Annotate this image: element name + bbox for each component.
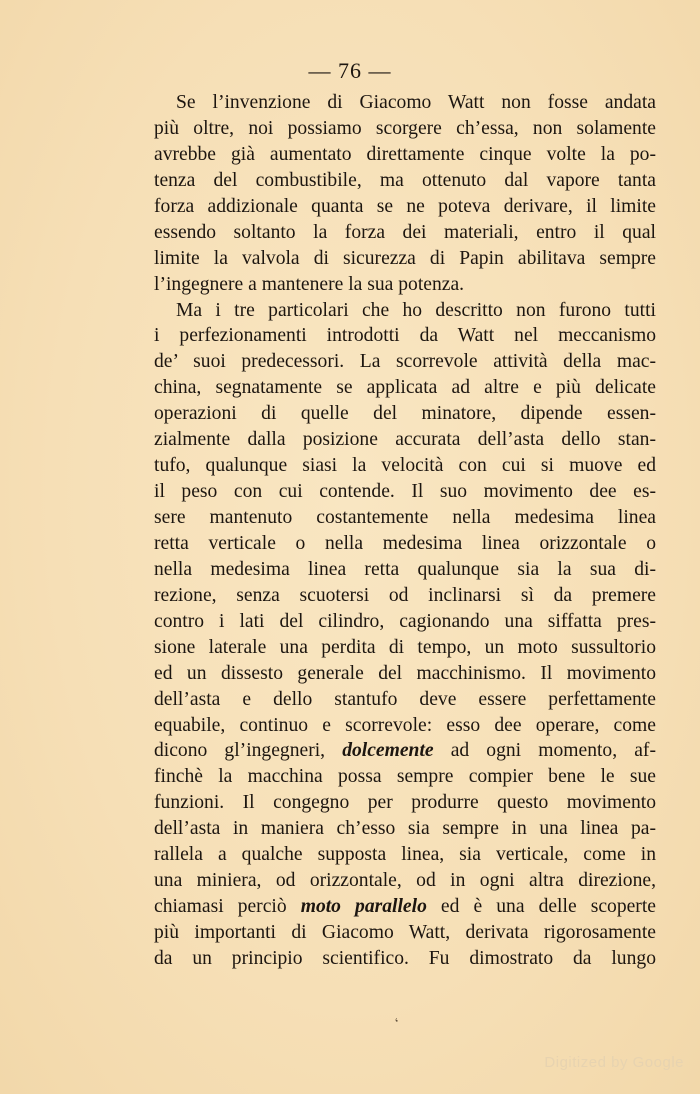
italic-term: dolcemente: [342, 740, 434, 762]
text-line: equabile, continuo e scorrevole: esso dee operare, come: [154, 714, 656, 736]
text-line: dell’asta in maniera ch’esso sia sempre in una linea pa-: [154, 818, 656, 840]
text-line: più importanti di Giacomo Watt, derivata rigorosamente: [154, 922, 656, 943]
text-line: tenza del combustibile, ma ottenuto dal vapore tanta: [154, 169, 656, 191]
body-text: [154, 90, 656, 972]
italic-term: moto parallelo: [300, 896, 427, 918]
text-segment: ed è una delle scoperte: [426, 896, 656, 918]
text-line: [154, 738, 656, 764]
text-line: più oltre, noi possiamo scorgere ch’essa, non solamente: [154, 117, 656, 139]
text-line: ed un dissesto generale del macchinismo. Il movimento: [154, 662, 656, 684]
text-line: una miniera, od orizzontale, od in ogni altra direzione,: [154, 870, 656, 892]
text-line: rezione, senza scuotersi od inclinarsi sì da premere: [154, 584, 656, 606]
text-line: essendo soltanto la forza dei materiali, entro il qual: [154, 221, 656, 243]
text-segment: chiamasi perciò: [154, 896, 301, 918]
digitization-watermark: Digitized by Google: [544, 1054, 684, 1071]
text-line: il peso con cui contende. Il suo movimento dee es-: [154, 481, 656, 503]
text-line: sere mantenuto costantemente nella medesima linea: [154, 507, 656, 528]
text-line: Ma i tre particolari che ho descritto non furono tutti: [176, 299, 656, 321]
text-line: zialmente dalla posizione accurata dell’asta dello stan-: [154, 429, 656, 451]
text-line: china, segnatamente se applicata ad altre e più delicate: [154, 377, 656, 399]
stray-ink-mark: ʻ: [392, 1015, 404, 1032]
text-segment: ad ogni momento, af-: [433, 740, 656, 762]
text-line: avrebbe già aumentato direttamente cinque volte la po-: [154, 143, 656, 165]
text-line: l’ingegnere a mantenere la sua potenza.: [154, 273, 465, 295]
text-line: operazioni di quelle del minatore, dipende essen-: [154, 403, 656, 425]
text-line: limite la valvola di sicurezza di Papin abilitava sempre: [154, 247, 656, 269]
text-line: dell’asta e dello stantufo deve essere perfettamente: [154, 688, 656, 710]
text-line: i perfezionamenti introdotti da Watt nel meccanismo: [154, 325, 656, 347]
text-line: funzioni. Il congegno per produrre questo movimento: [154, 792, 656, 814]
text-line: nella medesima linea retta qualunque sia la sua di-: [154, 558, 656, 580]
text-line: da un principio scientifico. Fu dimostrato da lungo: [154, 947, 656, 969]
text-line: forza addizionale quanta se ne poteva derivare, il limite: [154, 195, 656, 217]
text-line: tufo, qualunque siasi la velocità con cui si muove ed: [154, 455, 656, 477]
text-line: contro i lati del cilindro, cagionando una siffatta pres-: [154, 610, 656, 632]
text-line: [154, 894, 656, 920]
text-line: Se l’invenzione di Giacomo Watt non fosse andata: [176, 92, 656, 113]
text-line: rallela a qualche supposta linea, sia verticale, come in: [154, 844, 656, 866]
text-segment: dicono gl’ingegneri,: [154, 740, 343, 762]
text-line: de’ suoi predecessori. La scorrevole attività della mac-: [154, 351, 656, 373]
text-line: retta verticale o nella medesima linea orizzontale o: [154, 532, 656, 554]
text-line: sione laterale una perdita di tempo, un moto sussultorio: [154, 636, 656, 658]
text-line: finchè la macchina possa sempre compier bene le sue: [154, 766, 656, 788]
page-number: — 76 —: [308, 58, 392, 83]
